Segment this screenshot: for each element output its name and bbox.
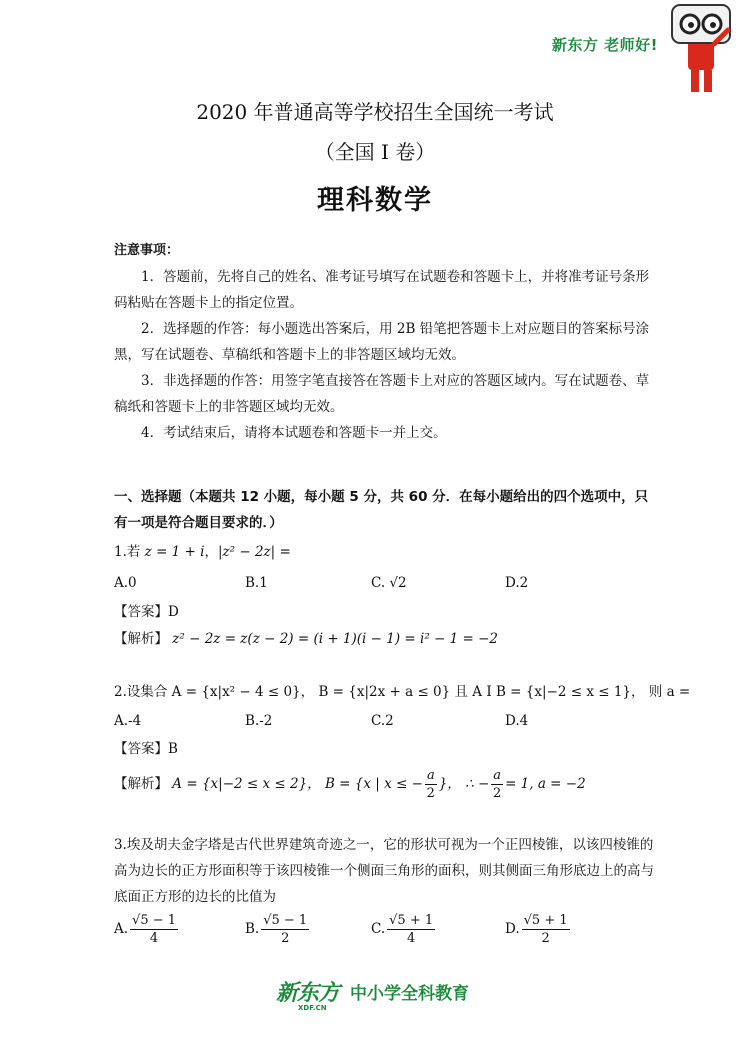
option-c: C. √2: [371, 575, 407, 591]
exam-subtitle: （全国 I 卷）: [314, 140, 436, 164]
option-c: C.2: [371, 713, 394, 729]
option-b: B.-2: [245, 713, 273, 729]
question-1-answer: [114, 600, 179, 620]
fraction: [425, 767, 437, 802]
analysis-conclusion: ∴ −: [465, 776, 490, 792]
fraction: [261, 912, 309, 947]
analysis-set-b: B = {x | x ≤ −: [324, 776, 423, 792]
fraction-numerator: a: [493, 768, 502, 783]
option-a: A.-4: [114, 713, 142, 729]
option-d: [505, 912, 572, 947]
section-heading: 一、选择题（本题共 12 小题，每小题 5 分，共 60 分．在每小题给出的四个选项中，只有一项是符合题目要求的．）: [114, 489, 649, 531]
question-1-expression: |z² − 2z| =: [217, 544, 291, 560]
footer-brand-logo: [276, 976, 339, 1012]
analysis-conclusion-end: = 1, a = −2: [505, 776, 586, 792]
question-1-prefix: 1.若: [114, 544, 145, 560]
notice-list: [114, 264, 654, 446]
option-d: D.2: [505, 575, 529, 591]
question-1-condition: z = 1 + i: [144, 544, 205, 560]
option-letter: D.: [505, 921, 520, 937]
fraction: [387, 912, 435, 947]
answer-value: B: [168, 741, 178, 757]
answer-label: 【答案】: [114, 741, 168, 757]
exam-title: 2020 年普通高等学校招生全国统一考试: [196, 100, 554, 124]
fraction-denominator: 4: [406, 931, 416, 946]
question-3-stem: 3.埃及胡夫金字塔是古代世界建筑奇迹之一，它的形状可视为一个正四棱锥，以该四棱锥的高为边长的正方形面积等于该四棱锥一个侧面三角形的面积，则其侧面三角形底边上的高与底面正方形的边长的比值为: [114, 837, 654, 905]
option-a: [114, 912, 180, 947]
fraction-denominator: 4: [149, 931, 159, 946]
notice-item: 1．答题前，先将自己的姓名、准考证号填写在试题卷和答题卡上，并将准考证号条形码粘贴在答题卡上的指定位置。: [114, 269, 650, 311]
option-letter: C.: [371, 921, 386, 937]
footer-logo-url: XDF.CN: [298, 1004, 327, 1012]
fraction-numerator: √5 + 1: [389, 913, 434, 928]
question-1-analysis: [114, 627, 498, 647]
notice-item: 3．非选择题的作答：用签字笔直接答在答题卡上对应的答题区域内。写在试题卷、草稿纸和答题卡上的非答题区域均无效。: [114, 373, 650, 415]
subject-title: 理科数学: [317, 185, 433, 216]
footer-tagline: 中小学全科教育: [350, 984, 469, 1004]
option-c: [371, 912, 437, 947]
question-1-sep: ，: [204, 544, 218, 560]
question-2-answer: [114, 737, 178, 757]
option-b: [245, 912, 311, 947]
option-letter: A.: [114, 921, 129, 937]
fraction: [130, 912, 178, 947]
question-3-options: [114, 912, 654, 956]
analysis-label: 【解析】: [114, 776, 168, 792]
question-2-options: [114, 713, 654, 733]
answer-value: D: [168, 604, 179, 620]
fraction-numerator: √5 − 1: [263, 913, 308, 928]
fraction-denominator: 2: [426, 786, 435, 801]
footer-logo-text: 新东方: [276, 981, 340, 1006]
analysis-set-b-end: }，: [438, 776, 461, 792]
question-1-options: [114, 575, 654, 595]
analysis-set-a: A = {x|−2 ≤ x ≤ 2}，: [172, 776, 321, 792]
option-b: B.1: [245, 575, 268, 591]
question-2-stem: 2.设集合 A = {x|x² − 4 ≤ 0}， B = {x|2x + a ≤ 0} 且 A I B = {x|−2 ≤ x ≤ 1}， 则 a =: [114, 684, 691, 700]
fraction: [491, 767, 503, 802]
fraction: [522, 912, 570, 947]
notice-heading: 注意事项：: [114, 243, 180, 258]
option-a: A.0: [114, 575, 137, 591]
fraction-numerator: a: [426, 768, 435, 783]
notice-item: 2．选择题的作答：每小题选出答案后，用 2B 铅笔把答题卡上对应题目的答案标号涂黑，写在试题卷、草稿纸和答题卡上的非答题区域均无效。: [114, 321, 650, 363]
mascot-logo: [664, 0, 742, 96]
fraction-numerator: √5 + 1: [523, 913, 568, 928]
fraction-denominator: 2: [493, 786, 502, 801]
fraction-denominator: 2: [541, 931, 550, 946]
option-letter: B.: [245, 921, 260, 937]
notice-item: 4．考试结束后，请将本试题卷和答题卡一并上交。: [141, 425, 447, 441]
analysis-label: 【解析】: [114, 631, 168, 647]
fraction-numerator: √5 − 1: [132, 913, 177, 928]
brand-slogan: 新东方 老师好!: [551, 36, 658, 54]
question-2-analysis: [114, 766, 586, 802]
option-d: D.4: [505, 713, 529, 729]
fraction-denominator: 2: [281, 931, 290, 946]
question-1-stem: [114, 540, 291, 560]
analysis-text: z² − 2z = z(z − 2) = (i + 1)(i − 1) = i² − 1 = −2: [172, 631, 499, 647]
answer-label: 【答案】: [114, 604, 168, 620]
